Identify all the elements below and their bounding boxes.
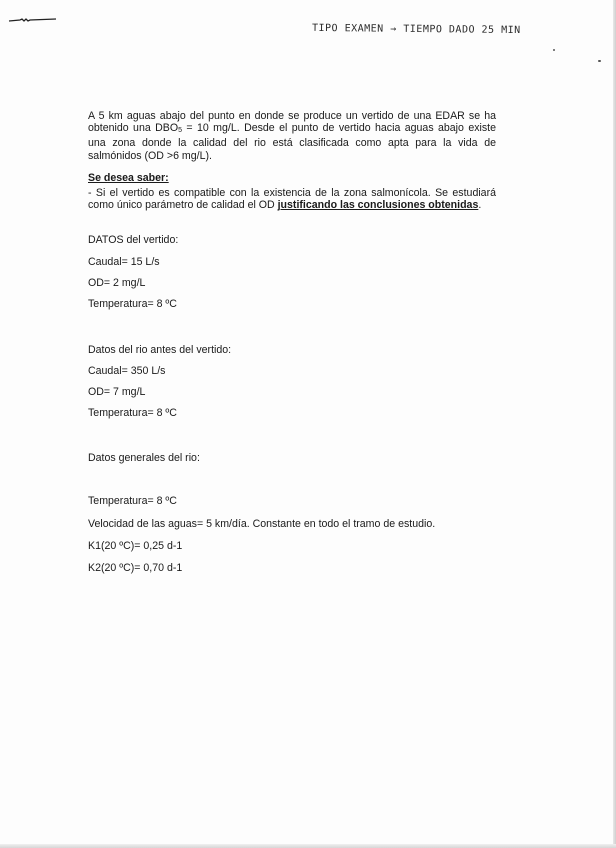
- rio-general-k2: K2(20 ºC)= 0,70 d-1: [88, 562, 183, 574]
- speck-mark: [598, 60, 601, 62]
- rio-general-k1: K1(20 ºC)= 0,25 d-1: [88, 540, 183, 552]
- rio-general-velocidad: Velocidad de las aguas= 5 km/día. Constante en todo el tramo de estudio.: [88, 518, 436, 530]
- scan-edge: [0, 844, 616, 848]
- rio-antes-title: Datos del rio antes del vertido:: [88, 344, 232, 356]
- handwritten-note: TIPO EXAMEN → TIEMPO DADO 25 MIN: [311, 22, 521, 37]
- rio-general-temperatura: Temperatura= 8 ºC: [88, 495, 177, 507]
- exercise-body: [88, 110, 496, 211]
- vertido-temperatura: Temperatura= 8 ºC: [88, 298, 177, 310]
- intro-paragraph: A 5 km aguas abajo del punto en donde se produce un vertido de una EDAR se ha obtenido una $DBO_5 = 10$ mg/L. Desde el punto de vertido hacia aguas abajo existe una zona donde la calidad del rio está clasificada como apta para la vida de salmónidos (OD >6 mg/L).: [88, 110, 497, 162]
- vertido-title: DATOS del vertido:: [88, 234, 179, 246]
- rio-antes-caudal: Caudal= 350 L/s: [88, 365, 166, 377]
- rio-antes-od: OD= 7 mg/L: [88, 386, 146, 398]
- speck-mark: [553, 49, 555, 51]
- rio-general-title: Datos generales del rio:: [88, 452, 200, 464]
- vertido-od: OD= 2 mg/L: [88, 277, 146, 289]
- rio-antes-temperatura: Temperatura= 8 ºC: [88, 407, 177, 419]
- question-paragraph: - Si el vertido es compatible con la existencia de la zona salmonícola. Se estudiará como único parámetro de calidad el OD justificando las conclusiones obtenidas.: [88, 187, 496, 212]
- pen-stroke-mark: [8, 15, 58, 25]
- question-heading: Se desea saber:: [88, 171, 169, 184]
- vertido-caudal: Caudal= 15 L/s: [88, 256, 160, 268]
